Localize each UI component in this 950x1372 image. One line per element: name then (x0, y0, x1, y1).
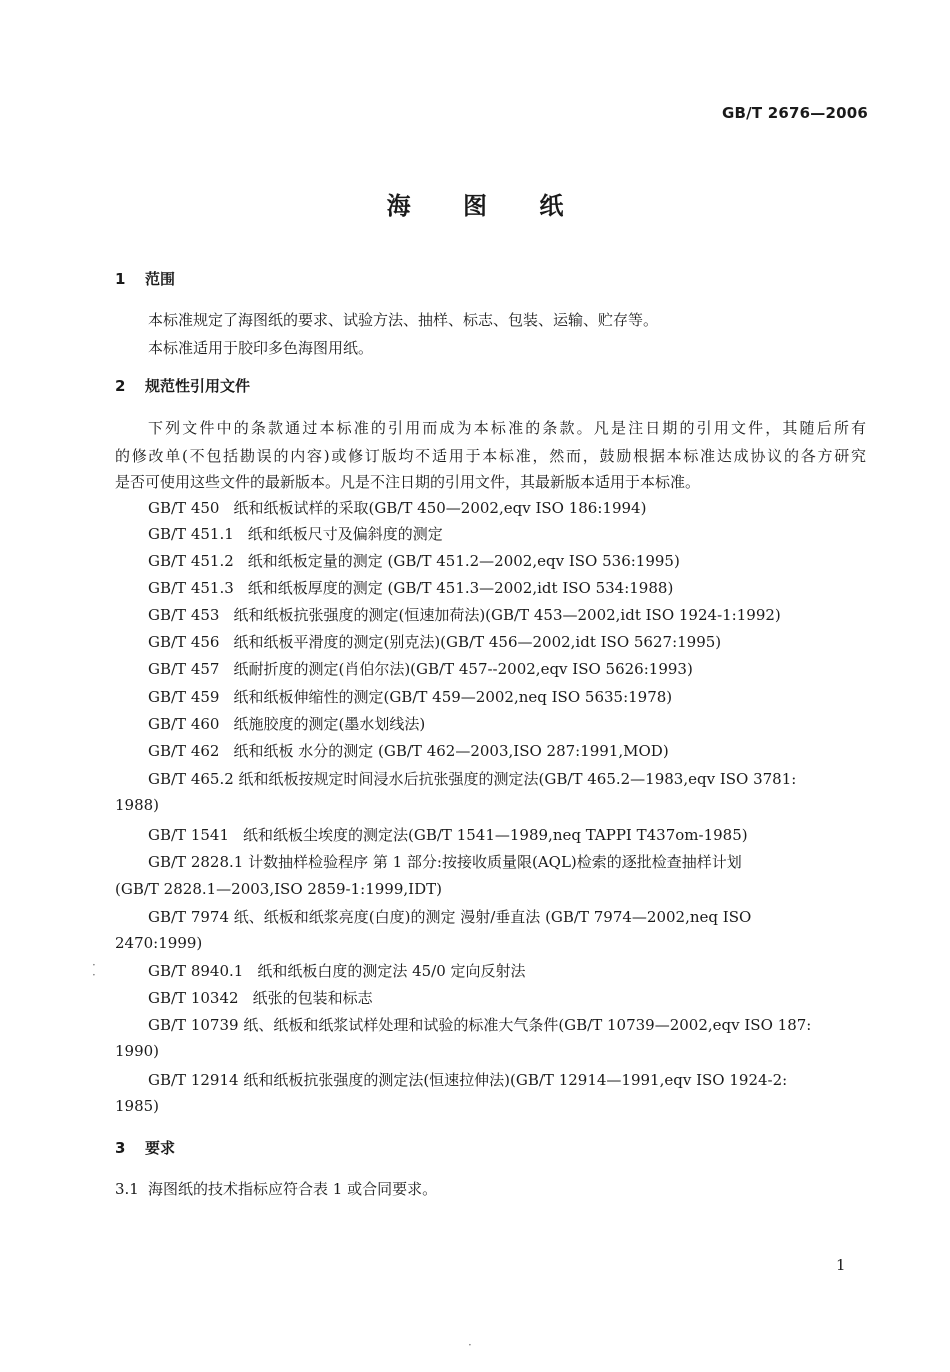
reference-code: GB/T 457 (148, 660, 220, 678)
scan-speck: · (92, 968, 96, 982)
scope-paragraph-2: 本标准适用于胶印多色海图用纸。 (148, 339, 374, 357)
page-number: 1 (836, 1256, 846, 1274)
reference-item (148, 499, 646, 517)
section-number: 1 (115, 270, 126, 288)
reference-item-4652-line-2: 1988) (115, 796, 160, 814)
reference-item (148, 962, 526, 980)
reference-item (148, 742, 669, 760)
scan-speck: · (468, 1338, 472, 1352)
reference-item-12914-line-1: GB/T 12914 纸和纸板抗张强度的测定法(恒速拉伸法)(GB/T 12914—1991,eqv ISO 1924-2: (148, 1071, 788, 1089)
reference-text: 纸和纸板平滑度的测定(别克法)(GB/T 456—2002,idt ISO 5627:1995) (233, 633, 722, 651)
reference-code: GB/T 460 (148, 715, 220, 733)
reference-text: 纸耐折度的测定(肖伯尔法)(GB/T 457--2002,eqv ISO 5626:1993) (233, 660, 693, 678)
reference-item-12914-line-2: 1985) (115, 1097, 160, 1115)
reference-item-28281-line-2: (GB/T 2828.1—2003,ISO 2859-1:1999,IDT) (115, 880, 442, 898)
clause-text: 海图纸的技术指标应符合表 1 或合同要求。 (148, 1180, 438, 1198)
reference-text: 纸和纸板抗张强度的测定(恒速加荷法)(GB/T 453—2002,idt ISO 1924-1:1992) (233, 606, 781, 624)
section-number: 3 (115, 1139, 126, 1157)
section-number: 2 (115, 377, 126, 395)
reference-item-10739-line-2: 1990) (115, 1042, 160, 1060)
reference-text: 纸和纸板 水分的测定 (GB/T 462—2003,ISO 287:1991,MOD) (233, 742, 669, 760)
reference-code: GB/T 456 (148, 633, 220, 651)
reference-text: 纸和纸板厚度的测定 (GB/T 451.3—2002,idt ISO 534:1988) (247, 579, 674, 597)
reference-item (148, 606, 781, 624)
section-title: 规范性引用文件 (145, 377, 251, 395)
reference-code: GB/T 10342 (148, 989, 239, 1007)
normative-intro-line-3: 是否可使用这些文件的最新版本。凡是不注日期的引用文件，其最新版本适用于本标准。 (115, 473, 701, 491)
reference-item (148, 688, 672, 706)
reference-code: GB/T 459 (148, 688, 220, 706)
reference-item (148, 579, 673, 597)
reference-code: GB/T 451.3 (148, 579, 234, 597)
scope-paragraph-1: 本标准规定了海图纸的要求、试验方法、抽样、标志、包装、运输、贮存等。 (148, 311, 659, 329)
reference-code: GB/T 462 (148, 742, 220, 760)
reference-text: 纸和纸板尺寸及偏斜度的测定 (247, 525, 443, 543)
reference-text: 纸和纸板伸缩性的测定(GB/T 459—2002,neq ISO 5635:1978) (233, 688, 673, 706)
reference-text: 纸和纸板定量的测定 (GB/T 451.2—2002,eqv ISO 536:1995) (247, 552, 680, 570)
normative-intro-line-2: 的修改单(不包括勘误的内容)或修订版均不适用于本标准，然而，鼓励根据本标准达成协议的各方研究 (115, 447, 866, 465)
reference-item (148, 660, 693, 678)
section-heading-requirements (115, 1137, 175, 1158)
normative-intro-line-1: 下列文件中的条款通过本标准的引用而成为本标准的条款。凡是注日期的引用文件，其随后所有 (148, 419, 866, 437)
document-title: 海 图 纸 (386, 192, 586, 220)
clause-number: 3.1 (115, 1180, 139, 1198)
scan-speck: · (92, 958, 96, 972)
standard-code: GB/T 2676—2006 (722, 104, 868, 122)
reference-item (148, 826, 748, 844)
clause-3-1 (115, 1180, 437, 1198)
reference-code: GB/T 8940.1 (148, 962, 244, 980)
reference-text: 纸张的包装和标志 (252, 989, 373, 1007)
reference-code: GB/T 450 (148, 499, 220, 517)
section-heading-scope (115, 268, 175, 289)
reference-code: GB/T 1541 (148, 826, 230, 844)
section-title: 要求 (145, 1139, 176, 1157)
reference-item-4652-line-1: GB/T 465.2 纸和纸板按规定时间浸水后抗张强度的测定法(GB/T 465.2—1983,eqv ISO 3781: (148, 770, 797, 788)
reference-code: GB/T 451.2 (148, 552, 234, 570)
reference-text: 纸和纸板试样的采取(GB/T 450—2002,eqv ISO 186:1994) (233, 499, 647, 517)
reference-item (148, 525, 443, 543)
reference-item-10739-line-1: GB/T 10739 纸、纸板和纸浆试样处理和试验的标准大气条件(GB/T 10739—2002,eqv ISO 187: (148, 1016, 812, 1034)
reference-item (148, 633, 721, 651)
reference-code: GB/T 451.1 (148, 525, 234, 543)
reference-item-28281-line-1: GB/T 2828.1 计数抽样检验程序 第 1 部分:按接收质量限(AQL)检索的逐批检查抽样计划 (148, 853, 742, 871)
reference-text: 纸施胶度的测定(墨水划线法) (233, 715, 426, 733)
reference-text: 纸和纸板尘埃度的测定法(GB/T 1541—1989,neq TAPPI T437om-1985) (243, 826, 748, 844)
reference-text: 纸和纸板白度的测定法 45/0 定向反射法 (257, 962, 526, 980)
reference-item-7974-line-1: GB/T 7974 纸、纸板和纸浆亮度(白度)的测定 漫射/垂直法 (GB/T 7974—2002,neq ISO (148, 908, 752, 926)
section-title: 范围 (145, 270, 176, 288)
reference-code: GB/T 453 (148, 606, 220, 624)
reference-item (148, 715, 425, 733)
reference-item (148, 552, 680, 570)
reference-item (148, 989, 373, 1007)
section-heading-normative (115, 375, 250, 396)
reference-item-7974-line-2: 2470:1999) (115, 934, 203, 952)
